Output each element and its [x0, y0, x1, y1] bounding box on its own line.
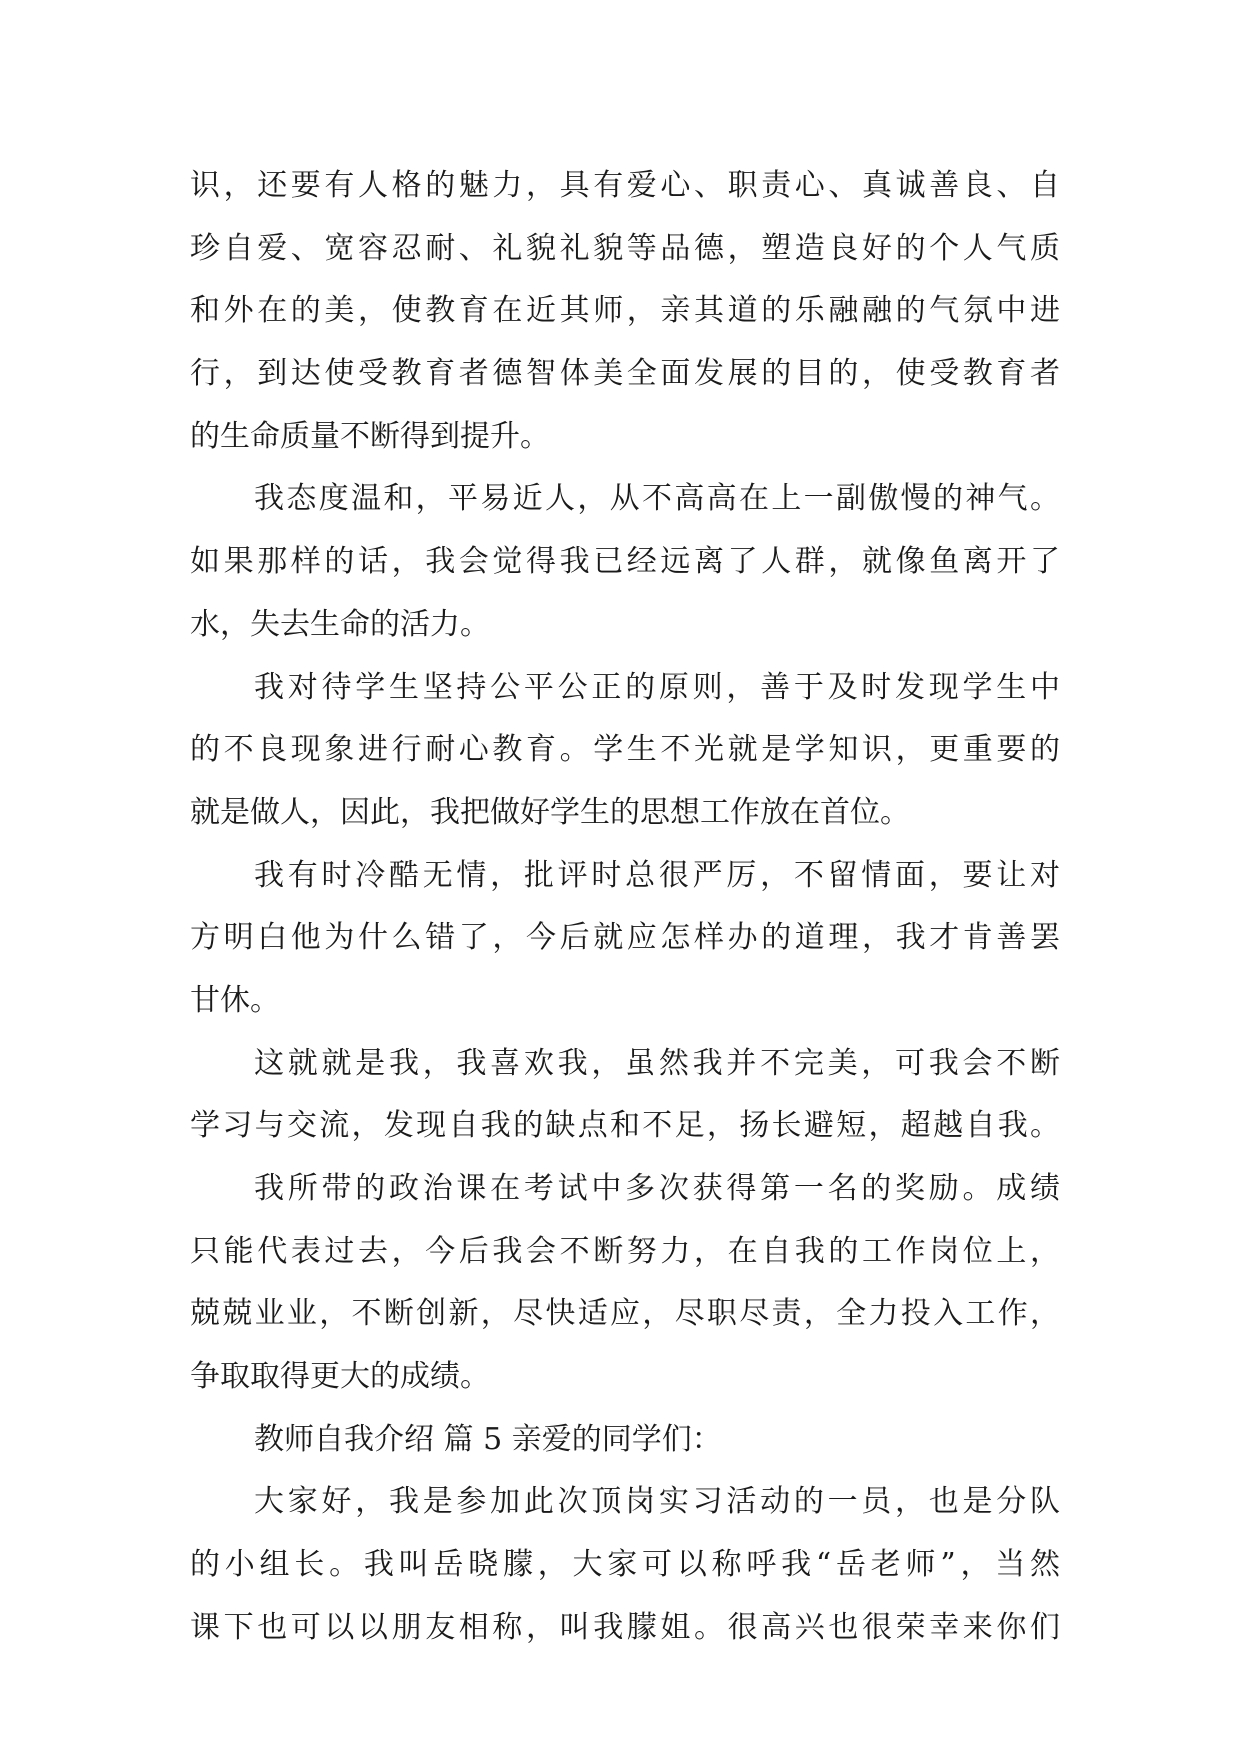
text-line: 和外在的美，使教育在近其师，亲其道的乐融融的气氛中进: [190, 293, 1060, 329]
text-line: 只能代表过去，今后我会不断努力，在自我的工作岗位上，: [190, 1233, 1060, 1269]
text-line: 的小组长。我叫岳晓朦，大家可以称呼我“岳老师”，当然: [190, 1547, 1060, 1583]
text-line: 的生命质量不断得到提升。: [190, 418, 550, 454]
text-line: 行，到达使受教育者德智体美全面发展的目的，使受教育者: [190, 356, 1060, 392]
text-line: 方明白他为什么错了，今后就应怎样办的道理，我才肯善罢: [190, 920, 1060, 956]
text-line: 兢兢业业，不断创新，尽快适应，尽职尽责，全力投入工作，: [190, 1296, 1060, 1332]
text-line: 识，还要有人格的魅力，具有爱心、职责心、真诚善良、自: [190, 168, 1060, 203]
text-line: 争取取得更大的成绩。: [190, 1359, 490, 1395]
text-line: 如果那样的话，我会觉得我已经远离了人群，就像鱼离开了: [190, 544, 1060, 580]
text-line: 我对待学生坚持公平公正的原则，善于及时发现学生中: [254, 669, 1060, 705]
text-line: 我态度温和，平易近人，从不高高在上一副傲慢的神气。: [254, 481, 1060, 517]
text-line: 大家好，我是参加此次顶岗实习活动的一员，也是分队: [254, 1484, 1060, 1520]
text-line: 甘休。: [190, 982, 280, 1018]
text-line: 我有时冷酷无情，批评时总很严厉，不留情面，要让对: [254, 857, 1060, 893]
text-line: 学习与交流，发现自我的缺点和不足，扬长避短，超越自我。: [190, 1108, 1060, 1144]
text-line: 的不良现象进行耐心教育。学生不光就是学知识，更重要的: [190, 732, 1060, 768]
body-text: [190, 155, 1060, 1660]
text-line: 珍自爱、宽容忍耐、礼貌礼貌等品德，塑造良好的个人气质: [190, 230, 1060, 266]
text-line: 我所带的政治课在考试中多次获得第一名的奖励。成绩: [254, 1171, 1060, 1206]
text-line: 水，失去生命的活力。: [190, 606, 490, 642]
text-line: 课下也可以以朋友相称，叫我朦姐。很高兴也很荣幸来你们: [190, 1609, 1060, 1645]
text-line: 就是做人，因此，我把做好学生的思想工作放在首位。: [190, 794, 910, 830]
section-heading: 教师自我介绍 篇 5 亲爱的同学们：: [254, 1421, 722, 1457]
text-line: 这就就是我，我喜欢我，虽然我并不完美，可我会不断: [254, 1045, 1060, 1081]
